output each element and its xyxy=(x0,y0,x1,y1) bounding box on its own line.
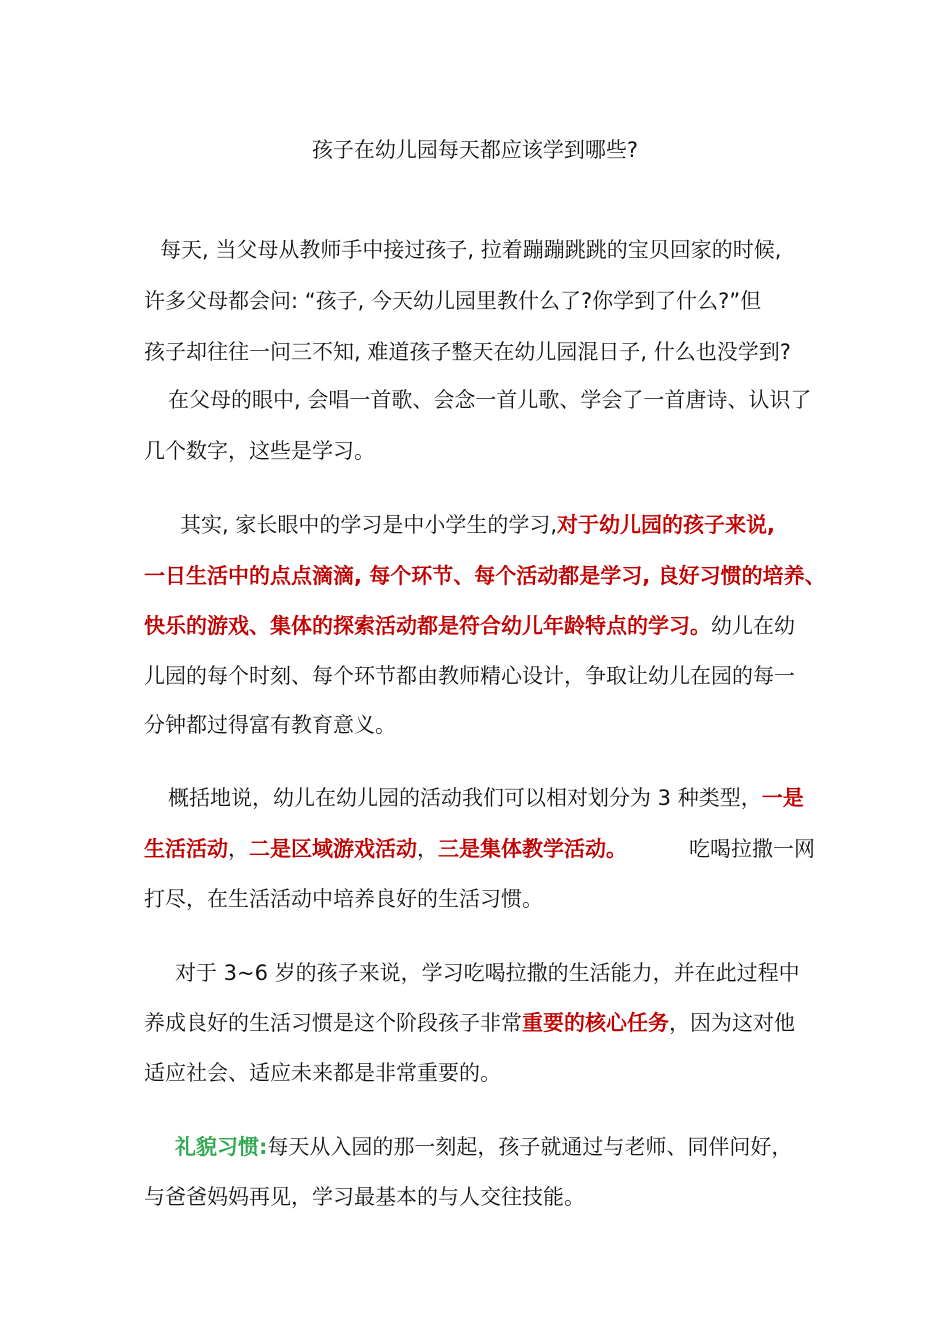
paragraph-4-highlight-1: 一是 xyxy=(761,786,804,810)
paragraph-3-line-5: 分钟都过得富有教育意义。 xyxy=(144,713,396,737)
paragraph-6-line-1 xyxy=(175,1131,855,1163)
paragraph-3-highlight-end: 快乐的游戏、集体的探索活动都是符合幼儿年龄特点的学习。 xyxy=(144,614,711,638)
paragraph-2-line-1: 在父母的眼中, 会唱一首歌、会念一首儿歌、学会了一首唐诗、认识了 xyxy=(168,388,812,412)
paragraph-4-highlight-3: 二是区域游戏活动 xyxy=(249,837,417,861)
paragraph-6-heading: 礼貌习惯: xyxy=(175,1135,268,1159)
paragraph-4-line-2 xyxy=(144,833,824,865)
paragraph-4-separator-2: ， xyxy=(417,837,438,861)
paragraph-4-separator-1: ， xyxy=(228,837,249,861)
paragraph-3-line-2: 一日生活中的点点滴滴, 每个环节、每个活动都是学习, 良好习惯的培养、 xyxy=(144,564,826,588)
paragraph-5-highlight: 重要的核心任务 xyxy=(522,1011,669,1035)
paragraph-5-line-2 xyxy=(144,1007,824,1039)
paragraph-1-line-2: 许多父母都会问: “孩子, 今天幼儿园里教什么了?你学到了什么?”但 xyxy=(144,289,762,313)
paragraph-3-text-continue: 幼儿在幼 xyxy=(711,614,795,638)
paragraph-3-text: 其实, 家长眼中的学习是中小学生的学习, xyxy=(180,513,558,537)
paragraph-4-line-3: 打尽，在生活活动中培养良好的生活习惯。 xyxy=(144,887,543,911)
paragraph-4-text-continue: 吃喝拉撒一网 xyxy=(689,837,815,861)
paragraph-5-text: 养成良好的生活习惯是这个阶段孩子非常 xyxy=(144,1011,522,1035)
paragraph-4-text: 概括地说，幼儿在幼儿园的活动我们可以相对划分为 3 种类型， xyxy=(168,786,762,810)
paragraph-5-line-3: 适应社会、适应未来都是非常重要的。 xyxy=(144,1061,501,1085)
paragraph-4-line-1 xyxy=(168,782,848,814)
paragraph-3-line-1 xyxy=(180,509,860,541)
paragraph-1-line-3: 孩子却往往一问三不知, 难道孩子整天在幼儿园混日子, 什么也没学到? xyxy=(144,340,791,364)
paragraph-3-line-4: 儿园的每个时刻、每个环节都由教师精心设计，争取让幼儿在园的每一 xyxy=(144,664,795,688)
page-title: 孩子在幼儿园每天都应该学到哪些? xyxy=(311,138,639,162)
paragraph-6-line-2: 与爸爸妈妈再见，学习最基本的与人交往技能。 xyxy=(144,1185,585,1209)
paragraph-3-line-3 xyxy=(144,610,824,642)
paragraph-6-text: 每天从入园的那一刻起，孩子就通过与老师、同伴问好， xyxy=(267,1135,793,1159)
paragraph-4-highlight-2: 生活活动 xyxy=(144,837,228,861)
paragraph-5-text-continue: ，因为这对他 xyxy=(669,1011,795,1035)
paragraph-5-line-1: 对于 3~6 岁的孩子来说，学习吃喝拉撒的生活能力，并在此过程中 xyxy=(175,961,800,985)
paragraph-2-line-2: 几个数字，这些是学习。 xyxy=(144,439,375,463)
paragraph-3-highlight: 对于幼儿园的孩子来说, xyxy=(557,513,776,537)
paragraph-1-line-1: 每天, 当父母从教师手中接过孩子, 拉着蹦蹦跳跳的宝贝回家的时候, xyxy=(160,238,782,262)
paragraph-4-highlight-4: 三是集体教学活动。 xyxy=(438,837,627,861)
